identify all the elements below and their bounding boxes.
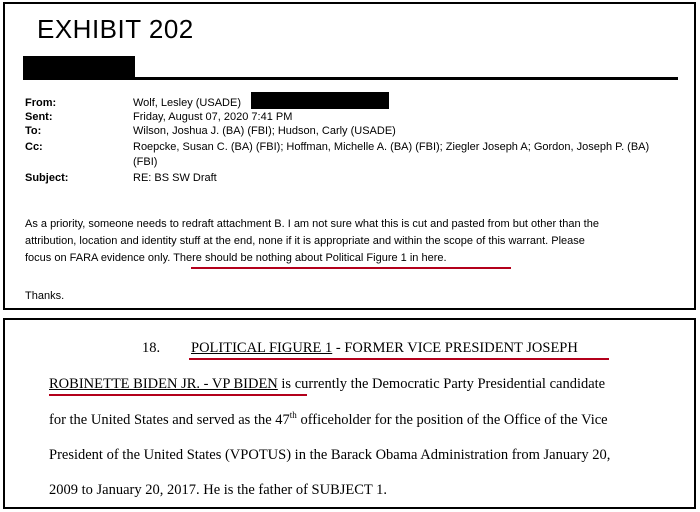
affidavit-excerpt-panel: [3, 318, 696, 509]
email-body-line-1: As a priority, someone needs to redraft attachment B. I am not sure what this is cut and pasted from but other than the: [25, 218, 599, 230]
political-figure-label: POLITICAL FIGURE 1: [191, 340, 333, 356]
excerpt-line-5: 2009 to January 20, 2017. He is the father of SUBJECT 1.: [49, 482, 388, 498]
sent-label: Sent:: [25, 111, 53, 123]
email-closing: Thanks.: [25, 290, 65, 302]
sent-value: Friday, August 07, 2020 7:41 PM: [133, 111, 293, 123]
excerpt-line-2: [49, 376, 605, 393]
red-underline-email: [191, 267, 511, 269]
subject-label: Subject:: [25, 172, 69, 184]
line2-rest: is currently the Democratic Party Presidential candidate: [277, 376, 606, 392]
exhibit-title: EXHIBIT 202: [37, 14, 194, 44]
heading-rest: - FORMER VICE PRESIDENT JOSEPH: [332, 340, 578, 356]
email-body-line-3a: focus on FARA evidence only.: [25, 252, 174, 264]
subject-value: RE: BS SW Draft: [133, 172, 217, 184]
cc-label: Cc:: [25, 141, 43, 153]
excerpt-heading: [191, 340, 578, 357]
red-underline-heading: [189, 358, 609, 360]
cc-value-line2: (FBI): [133, 156, 158, 168]
to-value: Wilson, Joshua J. (BA) (FBI); Hudson, Carly (USADE): [133, 125, 396, 137]
redaction-bar: [23, 56, 135, 78]
cc-value-line1: Roepcke, Susan C. (BA) (FBI); Hoffman, Michelle A. (BA) (FBI); Ziegler Joseph A; Gordon, Joseph P. (BA): [133, 141, 650, 153]
paragraph-number: 18.: [142, 340, 161, 356]
email-body-line-2: attribution, location and identity stuff at the end, none if it is appropriate and within the scope of this warrant. Please: [25, 235, 585, 247]
excerpt-line-3: [49, 412, 608, 429]
line3a: for the United States and served as the 47: [49, 412, 290, 428]
ordinal-suffix: th: [289, 410, 297, 421]
from-label: From:: [25, 97, 57, 109]
biden-name: ROBINETTE BIDEN JR. - VP BIDEN: [49, 376, 278, 392]
header-rule: [23, 77, 678, 80]
redaction-bar-sender: [251, 92, 389, 109]
to-label: To:: [25, 125, 42, 137]
red-underline-name: [49, 394, 307, 396]
from-value: Wolf, Lesley (USADE): [133, 97, 241, 109]
excerpt-line-4: President of the United States (VPOTUS) in the Barack Obama Administration from January 20,: [49, 447, 611, 463]
email-body-line-3: [25, 250, 690, 266]
email-panel: [3, 2, 696, 310]
highlighted-sentence: There should be nothing about Political Figure 1 in here.: [173, 252, 447, 264]
line3b: officeholder for the position of the Office of the Vice: [296, 412, 608, 428]
